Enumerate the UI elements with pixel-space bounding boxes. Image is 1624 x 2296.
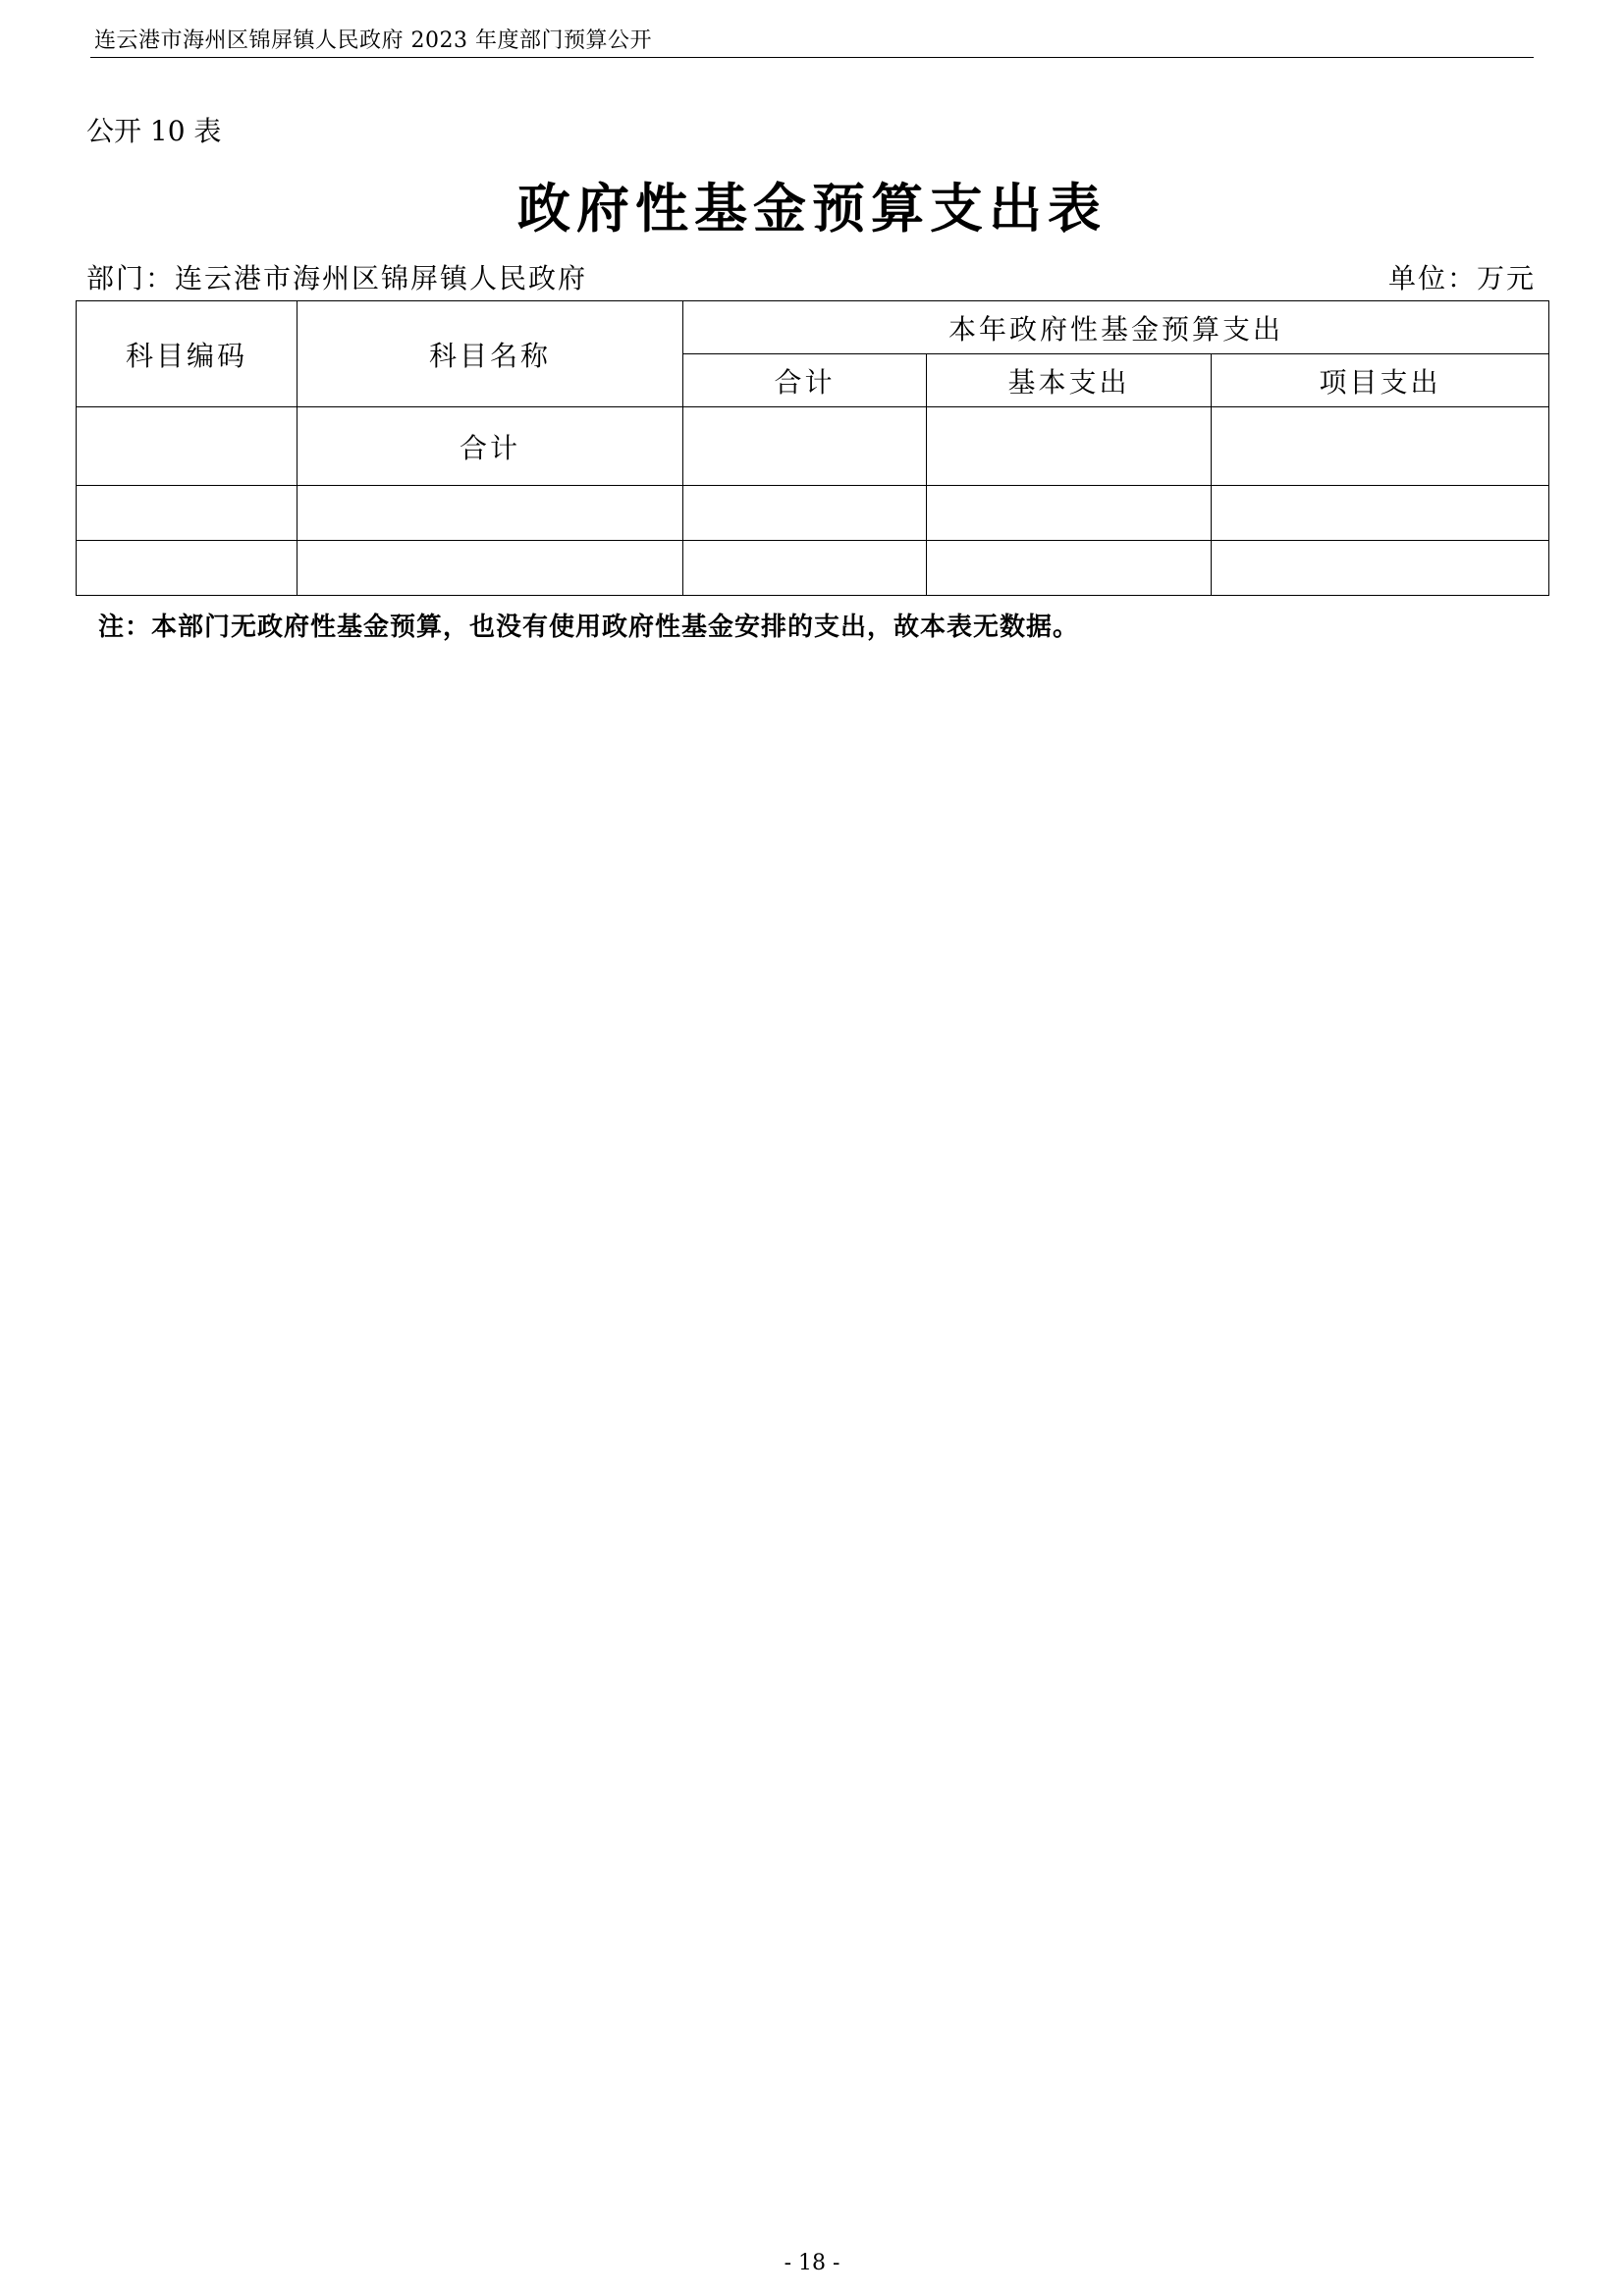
- cell-code: [77, 541, 298, 596]
- unit-label: 单位：万元: [1387, 262, 1536, 294]
- table-row: [77, 486, 1549, 541]
- header-project-expenditure: 项目支出: [1212, 354, 1549, 407]
- department-label: 部门：连云港市海州区锦屏镇人民政府: [86, 262, 588, 294]
- header-rule: [90, 57, 1534, 58]
- cell-name: [298, 541, 683, 596]
- header-subject-name: 科目名称: [298, 301, 683, 407]
- header-fund-expenditure: 本年政府性基金预算支出: [683, 301, 1549, 354]
- cell-name: [298, 486, 683, 541]
- cell-total: [683, 486, 927, 541]
- cell-code: [77, 486, 298, 541]
- cell-total: [683, 541, 927, 596]
- header-basic-expenditure: 基本支出: [927, 354, 1212, 407]
- table-header-row: [77, 301, 1549, 354]
- cell-basic: [927, 541, 1212, 596]
- budget-table: [76, 300, 1549, 596]
- cell-project: [1212, 541, 1549, 596]
- table-row: [77, 407, 1549, 486]
- cell-basic: [927, 407, 1212, 486]
- cell-project: [1212, 486, 1549, 541]
- header-total: 合计: [683, 354, 927, 407]
- cell-name: 合计: [298, 407, 683, 486]
- cell-total: [683, 407, 927, 486]
- running-header: 连云港市海州区锦屏镇人民政府 2023 年度部门预算公开: [94, 28, 652, 53]
- header-subject-code: 科目编码: [77, 301, 298, 407]
- cell-project: [1212, 407, 1549, 486]
- page-number: - 18 -: [784, 2251, 840, 2275]
- page-title: 政府性基金预算支出表: [517, 177, 1107, 240]
- cell-basic: [927, 486, 1212, 541]
- cell-code: [77, 407, 298, 486]
- table-row: [77, 541, 1549, 596]
- table-note: 注：本部门无政府性基金预算，也没有使用政府性基金安排的支出，故本表无数据。: [98, 613, 1080, 642]
- table-number: 公开 10 表: [86, 115, 222, 147]
